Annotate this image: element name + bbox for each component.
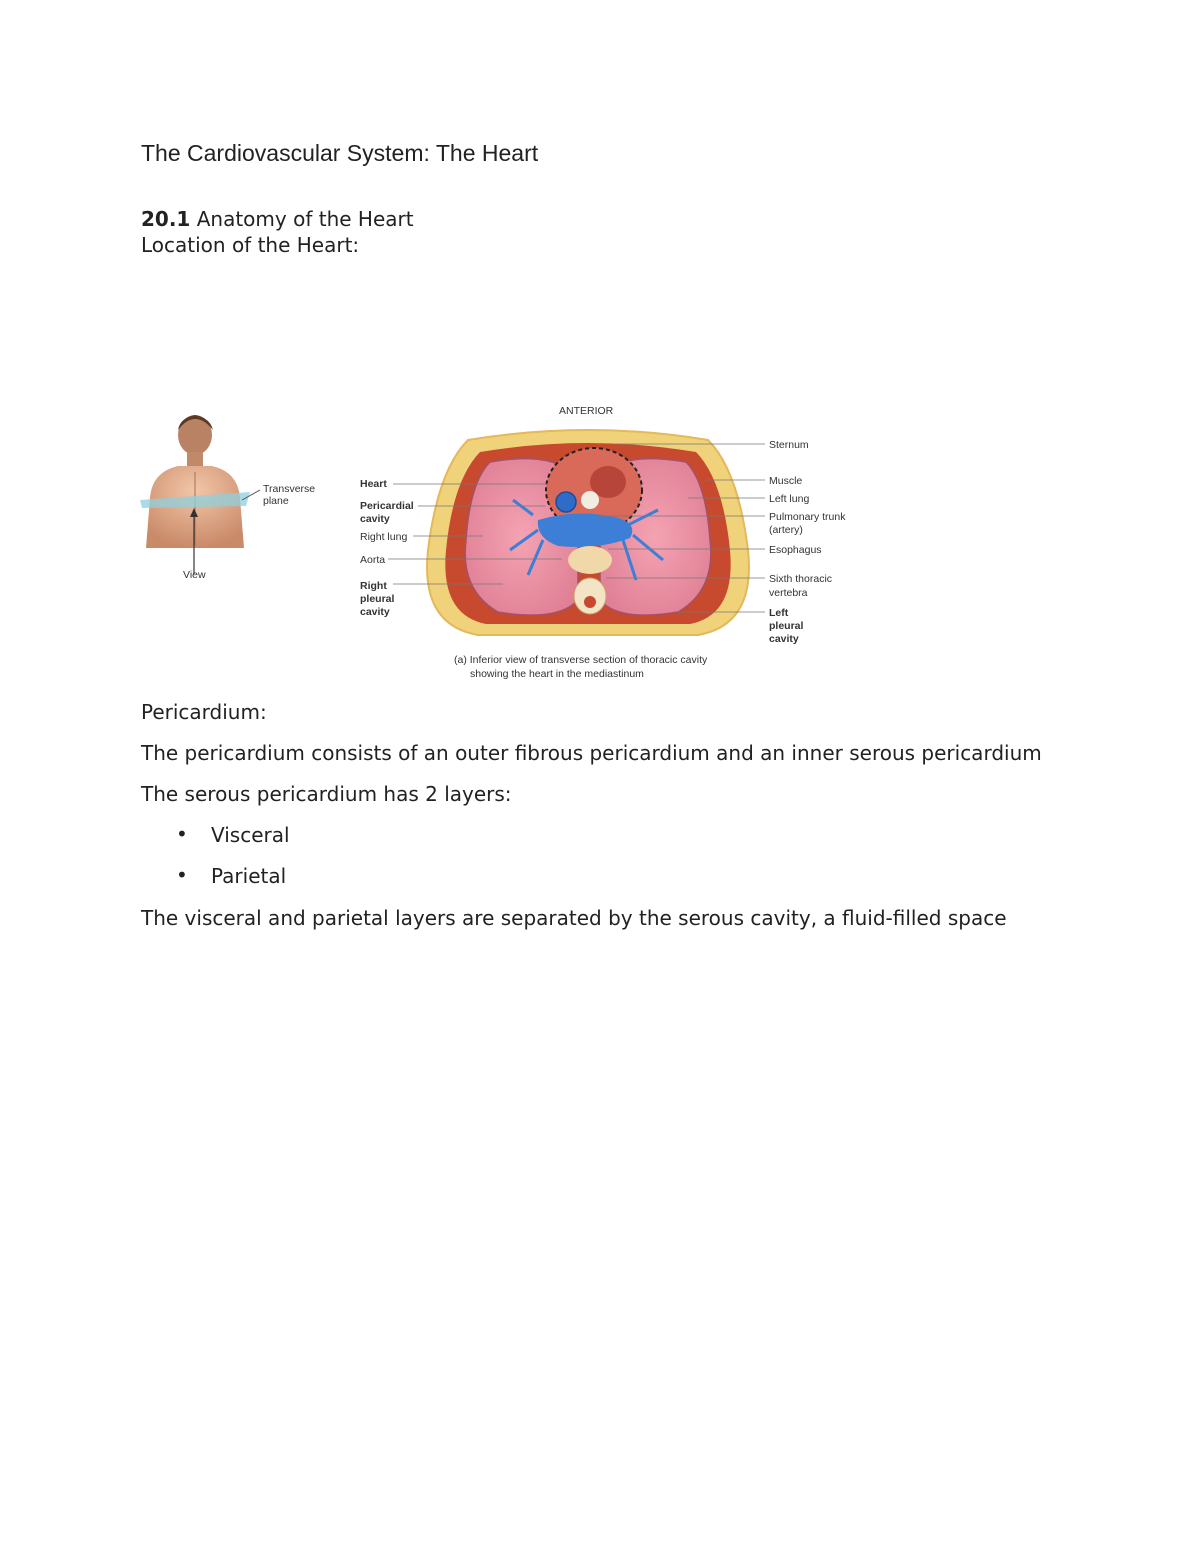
anterior-label: ANTERIOR [559, 405, 614, 417]
esophagus-label: Esophagus [769, 544, 822, 556]
cavity-paragraph: The visceral and parietal layers are separated by the serous cavity, a fluid-filled space [141, 906, 1007, 930]
right-lung-label: Right lung [360, 531, 408, 543]
figure-svg [138, 400, 858, 685]
left-pleural-label-2: pleural [769, 620, 804, 632]
valve-shape [581, 491, 599, 509]
heart-label: Heart [360, 478, 387, 490]
serous-paragraph: The serous pericardium has 2 layers: [141, 782, 512, 806]
sternum-label: Sternum [769, 439, 809, 451]
pulmonary-label-1: Pulmonary trunk [769, 511, 846, 523]
left-pleural-label-3: cavity [769, 633, 799, 645]
section-number: 20.1 [141, 207, 191, 231]
right-pleural-label-3: cavity [360, 606, 390, 618]
page-title: The Cardiovascular System: The Heart [141, 140, 539, 166]
bullet-marker: • [176, 822, 188, 846]
right-pleural-label-2: pleural [360, 593, 395, 605]
pulmonary-label-2: (artery) [769, 524, 803, 536]
esophagus-shape [568, 546, 612, 574]
right-pleural-label-1: Right [360, 580, 387, 592]
left-pleural-label-1: Left [769, 607, 789, 619]
cross-section-illustration [427, 430, 749, 635]
list-item-parietal: Parietal [211, 864, 287, 888]
pericardial-label-2: cavity [360, 513, 390, 525]
pericardium-paragraph: The pericardium consists of an outer fibrous pericardium and an inner serous pericardium [141, 741, 1042, 765]
section-heading [141, 207, 414, 231]
torso-illustration [140, 415, 260, 574]
transverse-label-1: Transverse [263, 483, 316, 495]
figure-caption-2: showing the heart in the mediastinum [470, 668, 644, 680]
section-title: Anatomy of the Heart [196, 207, 414, 231]
aorta-ascending-shape [556, 492, 576, 512]
thoracic-cross-section-figure [138, 400, 858, 685]
list-item-visceral: Visceral [211, 823, 290, 847]
sixth-thoracic-label-1: Sixth thoracic [769, 573, 833, 585]
figure-caption-1: (a) Inferior view of transverse section of thoracic cavity [454, 654, 708, 666]
aorta-label: Aorta [360, 554, 386, 566]
pericardium-heading: Pericardium: [141, 700, 267, 724]
location-heading: Location of the Heart: [141, 233, 360, 257]
neck [187, 452, 203, 466]
muscle-label: Muscle [769, 475, 803, 487]
transverse-label-2: plane [263, 495, 289, 507]
spinal-cord-shape [584, 596, 596, 608]
pericardial-label-1: Pericardial [360, 500, 414, 512]
sixth-thoracic-label-2: vertebra [769, 587, 808, 599]
view-label: View [183, 569, 206, 581]
left-lung-label: Left lung [769, 493, 810, 505]
bullet-marker: • [176, 863, 188, 887]
